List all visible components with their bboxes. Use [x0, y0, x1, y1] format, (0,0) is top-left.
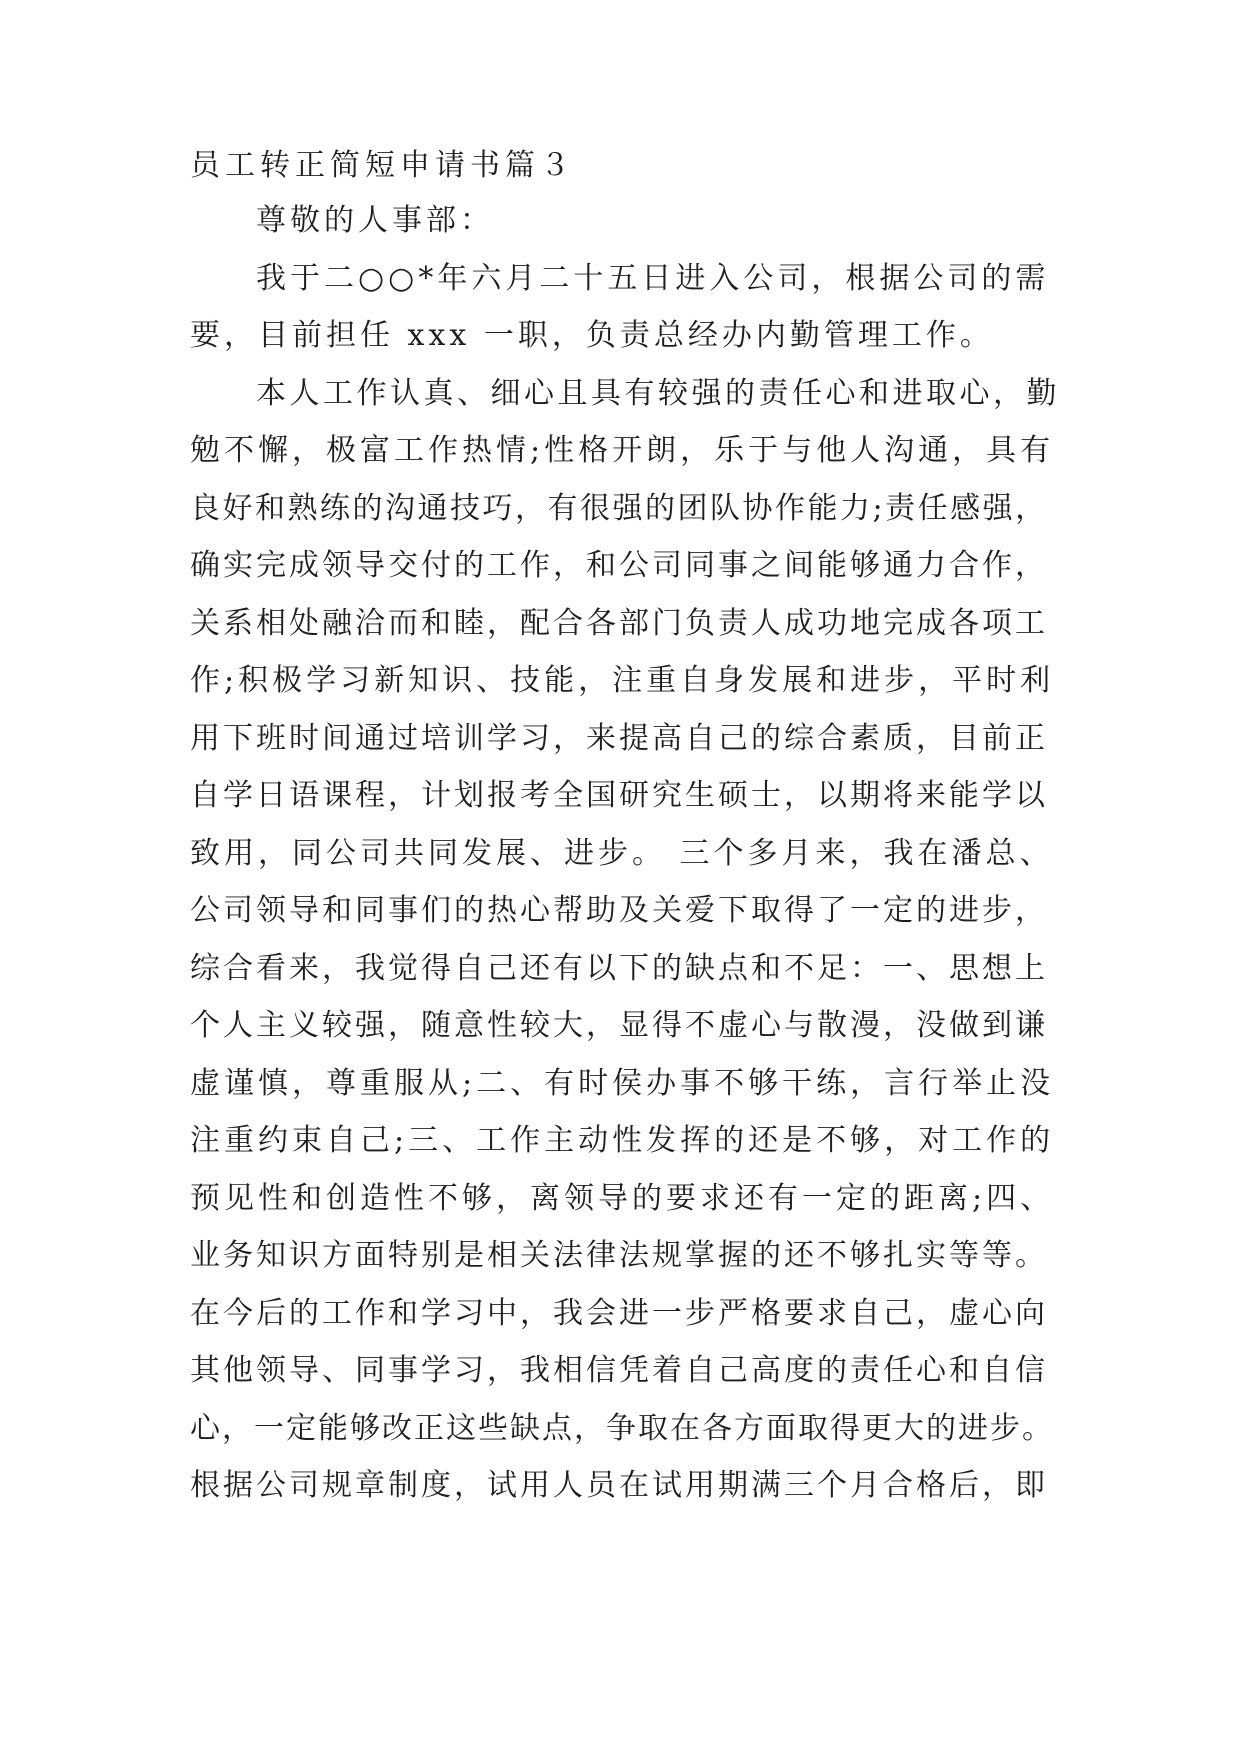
paragraph-line: 关系相处融洽而和睦，配合各部门负责人成功地完成各项工 — [190, 606, 1048, 641]
paragraph-line: 良好和熟练的沟通技巧，有很强的团队协作能力;责任感强， — [190, 491, 1048, 526]
paragraph-line: 注重约束自己;三、工作主动性发挥的还是不够，对工作的 — [190, 1123, 1055, 1158]
paragraph-line: 致用，同公司共同发展、进步。 三个多月来，我在潘总、 — [190, 836, 1054, 871]
paragraph-line: 我于二○○*年六月二十五日进入公司，根据公司的需 — [256, 261, 1050, 296]
paragraph-line: 公司领导和同事们的热心帮助及关爱下取得了一定的进步， — [190, 893, 1048, 928]
paragraph-line: 预见性和创造性不够，离领导的要求还有一定的距离;四、 — [190, 1181, 1055, 1216]
paragraph-line: 确实完成领导交付的工作，和公司同事之间能够通力合作， — [190, 548, 1048, 583]
salutation: 尊敬的人事部： — [256, 203, 494, 238]
document-title: 员工转正简短申请书篇３ — [190, 148, 575, 183]
paragraph-line: 在今后的工作和学习中，我会进一步严格要求自己，虚心向 — [190, 1296, 1048, 1331]
paragraph-line: 虚谨慎，尊重服从;二、有时侯办事不够干练，言行举止没 — [190, 1066, 1055, 1101]
paragraph-line: 综合看来，我觉得自己还有以下的缺点和不足：一、思想上 — [190, 951, 1048, 986]
paragraph-line: 勉不懈，极富工作热情;性格开朗，乐于与他人沟通，具有 — [190, 433, 1055, 468]
paragraph-line: 要，目前担任 xxx 一职，负责总经办内勤管理工作。 — [190, 318, 994, 353]
paragraph-line: 根据公司规章制度，试用人员在试用期满三个月合格后，即 — [190, 1468, 1048, 1503]
paragraph-line: 心，一定能够改正这些缺点，争取在各方面取得更大的进步。 — [190, 1411, 1054, 1446]
paragraph-line: 本人工作认真、细心且具有较强的责任心和进取心，勤 — [256, 376, 1060, 411]
paragraph-line: 作;积极学习新知识、技能，注重自身发展和进步，平时利 — [190, 663, 1055, 698]
paragraph-line: 自学日语课程，计划报考全国研究生硕士，以期将来能学以 — [190, 778, 1048, 813]
paragraph-line: 业务知识方面特别是相关法律法规掌握的还不够扎实等等。 — [190, 1238, 1048, 1273]
paragraph-line: 其他领导、同事学习，我相信凭着自己高度的责任心和自信 — [190, 1353, 1048, 1388]
paragraph-line: 用下班时间通过培训学习，来提高自己的综合素质，目前正 — [190, 721, 1048, 756]
paragraph-line: 个人主义较强，随意性较大，显得不虚心与散漫，没做到谦 — [190, 1008, 1048, 1043]
